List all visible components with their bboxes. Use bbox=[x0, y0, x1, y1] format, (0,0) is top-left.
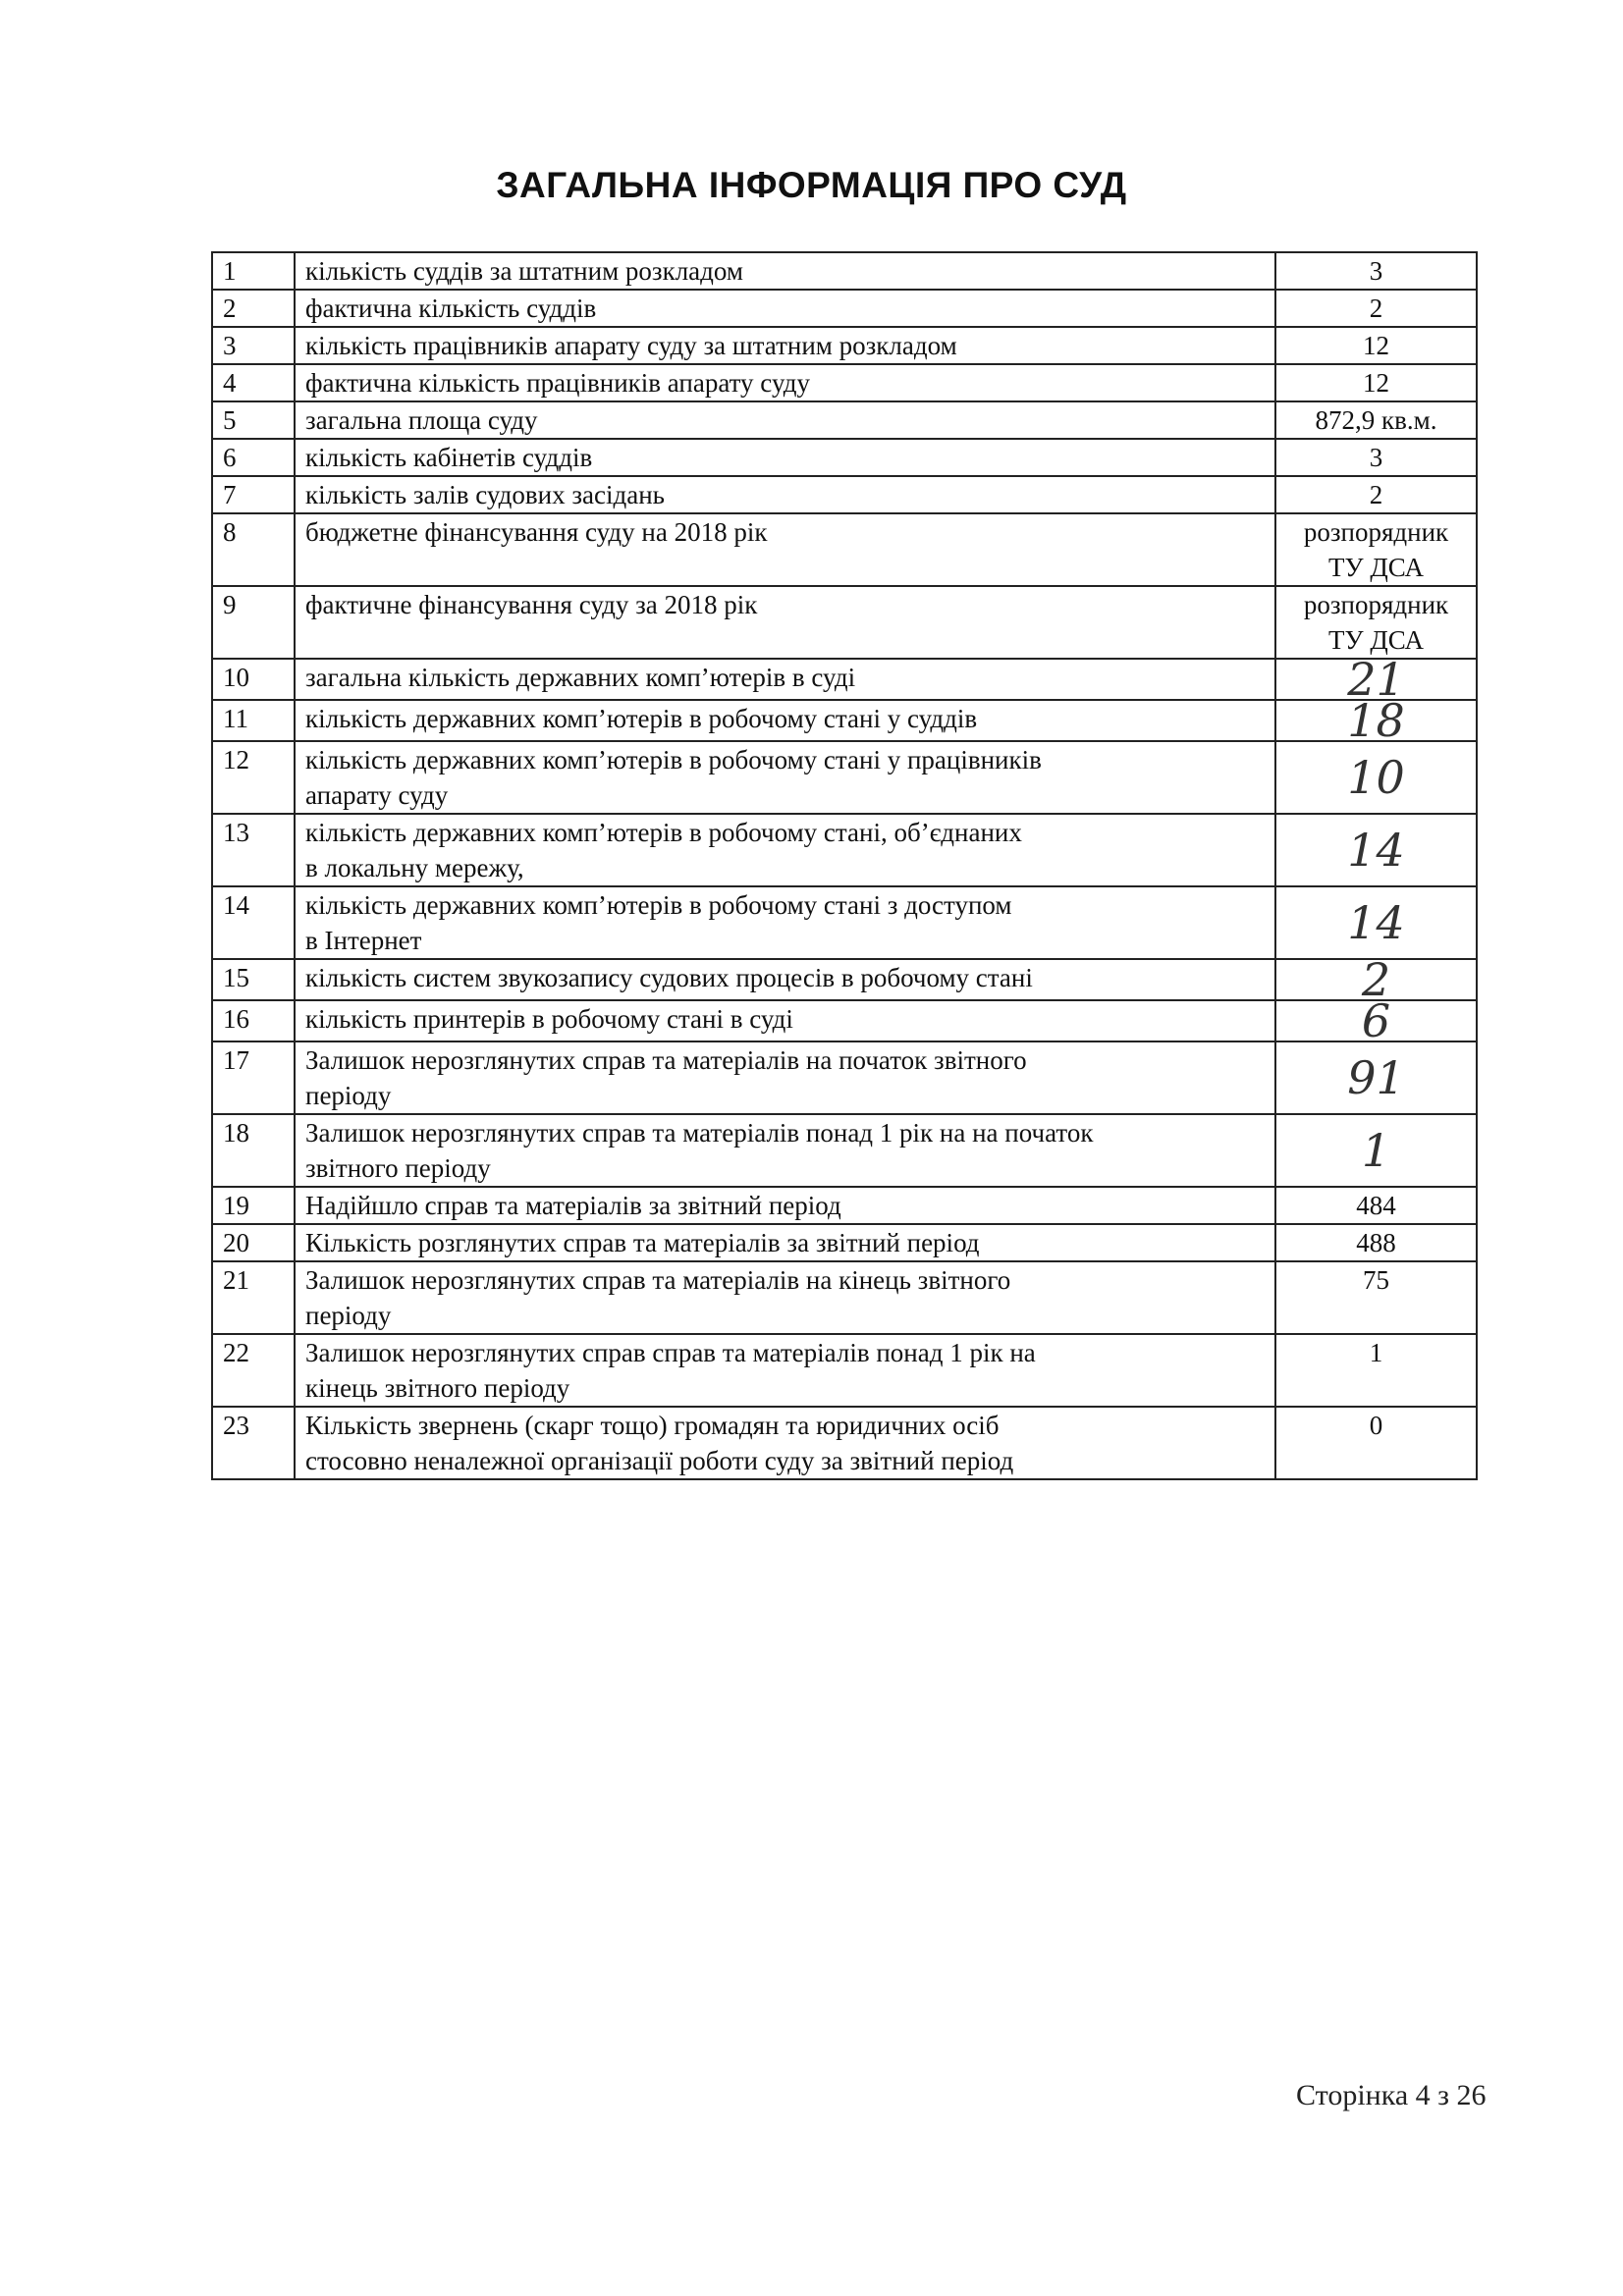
row-value bbox=[1275, 586, 1477, 659]
row-description: кількість працівників апарату суду за штатним розкладом bbox=[295, 327, 1275, 364]
table-row bbox=[212, 659, 1477, 700]
page-title: ЗАГАЛЬНА ІНФОРМАЦІЯ ПРО СУД bbox=[496, 165, 1127, 205]
row-number: 20 bbox=[212, 1224, 295, 1261]
row-value: 75 bbox=[1275, 1261, 1477, 1334]
table-row bbox=[212, 439, 1477, 476]
table-row bbox=[212, 586, 1477, 659]
table-row bbox=[212, 1114, 1477, 1187]
row-number: 21 bbox=[212, 1261, 295, 1334]
court-info-table bbox=[211, 251, 1478, 1480]
table-row bbox=[212, 700, 1477, 741]
table-row bbox=[212, 1261, 1477, 1334]
row-value-line: ТУ ДСА bbox=[1328, 625, 1424, 655]
row-value-line: розпорядник bbox=[1303, 590, 1449, 619]
row-description-line: Залишок нерозглянутих справ справ та матеріалів понад 1 рік на bbox=[305, 1338, 1036, 1367]
row-value-handwritten: 18 bbox=[1275, 700, 1477, 741]
row-description: Кількість розглянутих справ та матеріалів за звітний період bbox=[295, 1224, 1275, 1261]
row-number: 2 bbox=[212, 290, 295, 327]
row-description bbox=[295, 814, 1275, 886]
row-description: фактичне фінансування суду за 2018 рік bbox=[295, 586, 1275, 659]
row-description-line: в Інтернет bbox=[305, 926, 422, 955]
row-value-handwritten: 6 bbox=[1275, 1000, 1477, 1041]
table-row bbox=[212, 401, 1477, 439]
row-description: кількість принтерів в робочому стані в суді bbox=[295, 1000, 1275, 1041]
row-description-line: періоду bbox=[305, 1301, 392, 1330]
page-number: Сторінка 4 з 26 bbox=[1296, 2079, 1487, 2111]
table-row bbox=[212, 741, 1477, 814]
row-description-line: Залишок нерозглянутих справ та матеріалів понад 1 рік на на початок bbox=[305, 1118, 1094, 1148]
row-value: 0 bbox=[1275, 1407, 1477, 1479]
row-value-line: ТУ ДСА bbox=[1328, 553, 1424, 582]
row-description-line: звітного періоду bbox=[305, 1153, 491, 1183]
row-value: 488 bbox=[1275, 1224, 1477, 1261]
row-description: бюджетне фінансування суду на 2018 рік bbox=[295, 513, 1275, 586]
row-value-handwritten: 1 bbox=[1275, 1114, 1477, 1187]
row-number: 19 bbox=[212, 1187, 295, 1224]
row-number: 15 bbox=[212, 959, 295, 1000]
row-number: 13 bbox=[212, 814, 295, 886]
row-value: 1 bbox=[1275, 1334, 1477, 1407]
table-row bbox=[212, 364, 1477, 401]
row-description bbox=[295, 1041, 1275, 1114]
row-description-line: Кількість звернень (скарг тощо) громадян та юридичних осіб bbox=[305, 1411, 1000, 1440]
row-number: 14 bbox=[212, 886, 295, 959]
row-description bbox=[295, 1261, 1275, 1334]
table-row bbox=[212, 1407, 1477, 1479]
row-description-line: кількість державних комп’ютерів в робочому стані з доступом bbox=[305, 890, 1012, 920]
row-number: 3 bbox=[212, 327, 295, 364]
table-row bbox=[212, 814, 1477, 886]
row-number: 6 bbox=[212, 439, 295, 476]
row-value-handwritten: 21 bbox=[1275, 659, 1477, 700]
row-value: 2 bbox=[1275, 476, 1477, 513]
table-row bbox=[212, 959, 1477, 1000]
row-value-line: розпорядник bbox=[1303, 517, 1449, 547]
table-row bbox=[212, 327, 1477, 364]
row-number: 16 bbox=[212, 1000, 295, 1041]
row-description bbox=[295, 1407, 1275, 1479]
row-value: 484 bbox=[1275, 1187, 1477, 1224]
row-description: фактична кількість працівників апарату суду bbox=[295, 364, 1275, 401]
table-row bbox=[212, 1000, 1477, 1041]
row-description bbox=[295, 1114, 1275, 1187]
table-row bbox=[212, 290, 1477, 327]
row-value: 872,9 кв.м. bbox=[1275, 401, 1477, 439]
table-row bbox=[212, 886, 1477, 959]
row-value: 12 bbox=[1275, 327, 1477, 364]
row-value: 12 bbox=[1275, 364, 1477, 401]
row-description-line: апарату суду bbox=[305, 780, 449, 810]
row-description: кількість кабінетів суддів bbox=[295, 439, 1275, 476]
row-number: 5 bbox=[212, 401, 295, 439]
row-description: фактична кількість суддів bbox=[295, 290, 1275, 327]
row-value-handwritten: 14 bbox=[1275, 814, 1477, 886]
table-row bbox=[212, 476, 1477, 513]
row-description bbox=[295, 741, 1275, 814]
table-row bbox=[212, 1224, 1477, 1261]
table-row bbox=[212, 1334, 1477, 1407]
row-value-handwritten: 2 bbox=[1275, 959, 1477, 1000]
row-description: кількість залів судових засідань bbox=[295, 476, 1275, 513]
row-description: кількість державних комп’ютерів в робочому стані у суддів bbox=[295, 700, 1275, 741]
row-number: 1 bbox=[212, 252, 295, 290]
row-value: 3 bbox=[1275, 439, 1477, 476]
row-description bbox=[295, 1334, 1275, 1407]
row-description-line: кількість державних комп’ютерів в робочому стані, об’єднаних bbox=[305, 818, 1022, 847]
table-row bbox=[212, 1187, 1477, 1224]
row-description bbox=[295, 886, 1275, 959]
row-description-line: в локальну мережу, bbox=[305, 853, 524, 882]
row-value: 2 bbox=[1275, 290, 1477, 327]
row-number: 8 bbox=[212, 513, 295, 586]
table-row bbox=[212, 513, 1477, 586]
row-number: 9 bbox=[212, 586, 295, 659]
row-number: 7 bbox=[212, 476, 295, 513]
row-value-handwritten: 91 bbox=[1275, 1041, 1477, 1114]
row-description-line: кінець звітного періоду bbox=[305, 1373, 570, 1403]
row-description-line: Залишок нерозглянутих справ та матеріалів на кінець звітного bbox=[305, 1265, 1011, 1295]
table-row bbox=[212, 1041, 1477, 1114]
row-number: 17 bbox=[212, 1041, 295, 1114]
row-number: 4 bbox=[212, 364, 295, 401]
row-description: кількість суддів за штатним розкладом bbox=[295, 252, 1275, 290]
row-number: 10 bbox=[212, 659, 295, 700]
row-number: 23 bbox=[212, 1407, 295, 1479]
row-number: 18 bbox=[212, 1114, 295, 1187]
row-description-line: кількість державних комп’ютерів в робочому стані у працівників bbox=[305, 745, 1042, 774]
row-description: загальна кількість державних комп’ютерів в суді bbox=[295, 659, 1275, 700]
row-number: 12 bbox=[212, 741, 295, 814]
row-value-handwritten: 14 bbox=[1275, 886, 1477, 959]
row-description: кількість систем звукозапису судових процесів в робочому стані bbox=[295, 959, 1275, 1000]
row-description: загальна площа суду bbox=[295, 401, 1275, 439]
row-description-line: Залишок нерозглянутих справ та матеріалів на початок звітного bbox=[305, 1045, 1027, 1075]
table-row bbox=[212, 252, 1477, 290]
row-value-handwritten: 10 bbox=[1275, 741, 1477, 814]
row-description-line: стосовно неналежної організації роботи суду за звітний період bbox=[305, 1446, 1014, 1475]
row-description: Надійшло справ та матеріалів за звітний період bbox=[295, 1187, 1275, 1224]
row-description-line: періоду bbox=[305, 1081, 392, 1110]
row-number: 11 bbox=[212, 700, 295, 741]
row-value bbox=[1275, 513, 1477, 586]
row-value: 3 bbox=[1275, 252, 1477, 290]
row-number: 22 bbox=[212, 1334, 295, 1407]
